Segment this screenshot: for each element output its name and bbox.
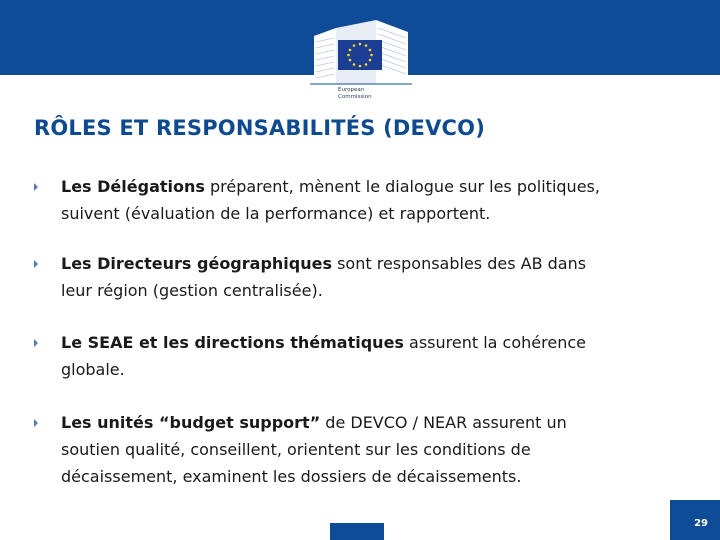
bullet-text (61, 173, 691, 227)
bullet-rest: préparent, mènent le dialogue sur les politiques, (204, 177, 600, 196)
bullet-arrow-icon (34, 183, 38, 191)
logo-line-2: Commission (338, 94, 372, 100)
bullet-text (61, 409, 691, 490)
bullet-bold: Les Délégations (61, 177, 205, 196)
bullet-line-2: leur région (gestion centralisée). (61, 281, 323, 300)
bullet-rest: assurent la cohérence (403, 333, 586, 352)
page-number: 29 (694, 518, 708, 529)
bullet-rest: de DEVCO / NEAR assurent un (320, 413, 567, 432)
footer-accent-bar (330, 523, 384, 540)
logo-wordmark (338, 87, 372, 101)
bullet-arrow-icon (34, 339, 38, 347)
bullet-arrow-icon (34, 419, 38, 427)
slide-title: RÔLES ET RESPONSABILITÉS (DEVCO) (34, 116, 486, 140)
bullet-line-3: décaissement, examinent les dossiers de décaissements. (61, 467, 522, 486)
european-commission-logo (306, 14, 418, 100)
bullet-arrow-icon (34, 260, 38, 268)
bullet-bold: Les Directeurs géographiques (61, 254, 332, 273)
bullet-line-2: globale. (61, 360, 125, 379)
bullet-line-2: suivent (évaluation de la performance) et rapportent. (61, 204, 491, 223)
bullet-rest: sont responsables des AB dans (332, 254, 587, 273)
bullet-bold: Les unités “budget support” (61, 413, 321, 432)
bullet-text (61, 329, 691, 383)
bullet-bold: Le SEAE et les directions thématiques (61, 333, 404, 352)
logo-line-1: European (338, 87, 365, 93)
bullet-text (61, 250, 691, 304)
page-number-box (670, 500, 720, 540)
bullet-line-2: soutien qualité, conseillent, orientent sur les conditions de (61, 440, 531, 459)
